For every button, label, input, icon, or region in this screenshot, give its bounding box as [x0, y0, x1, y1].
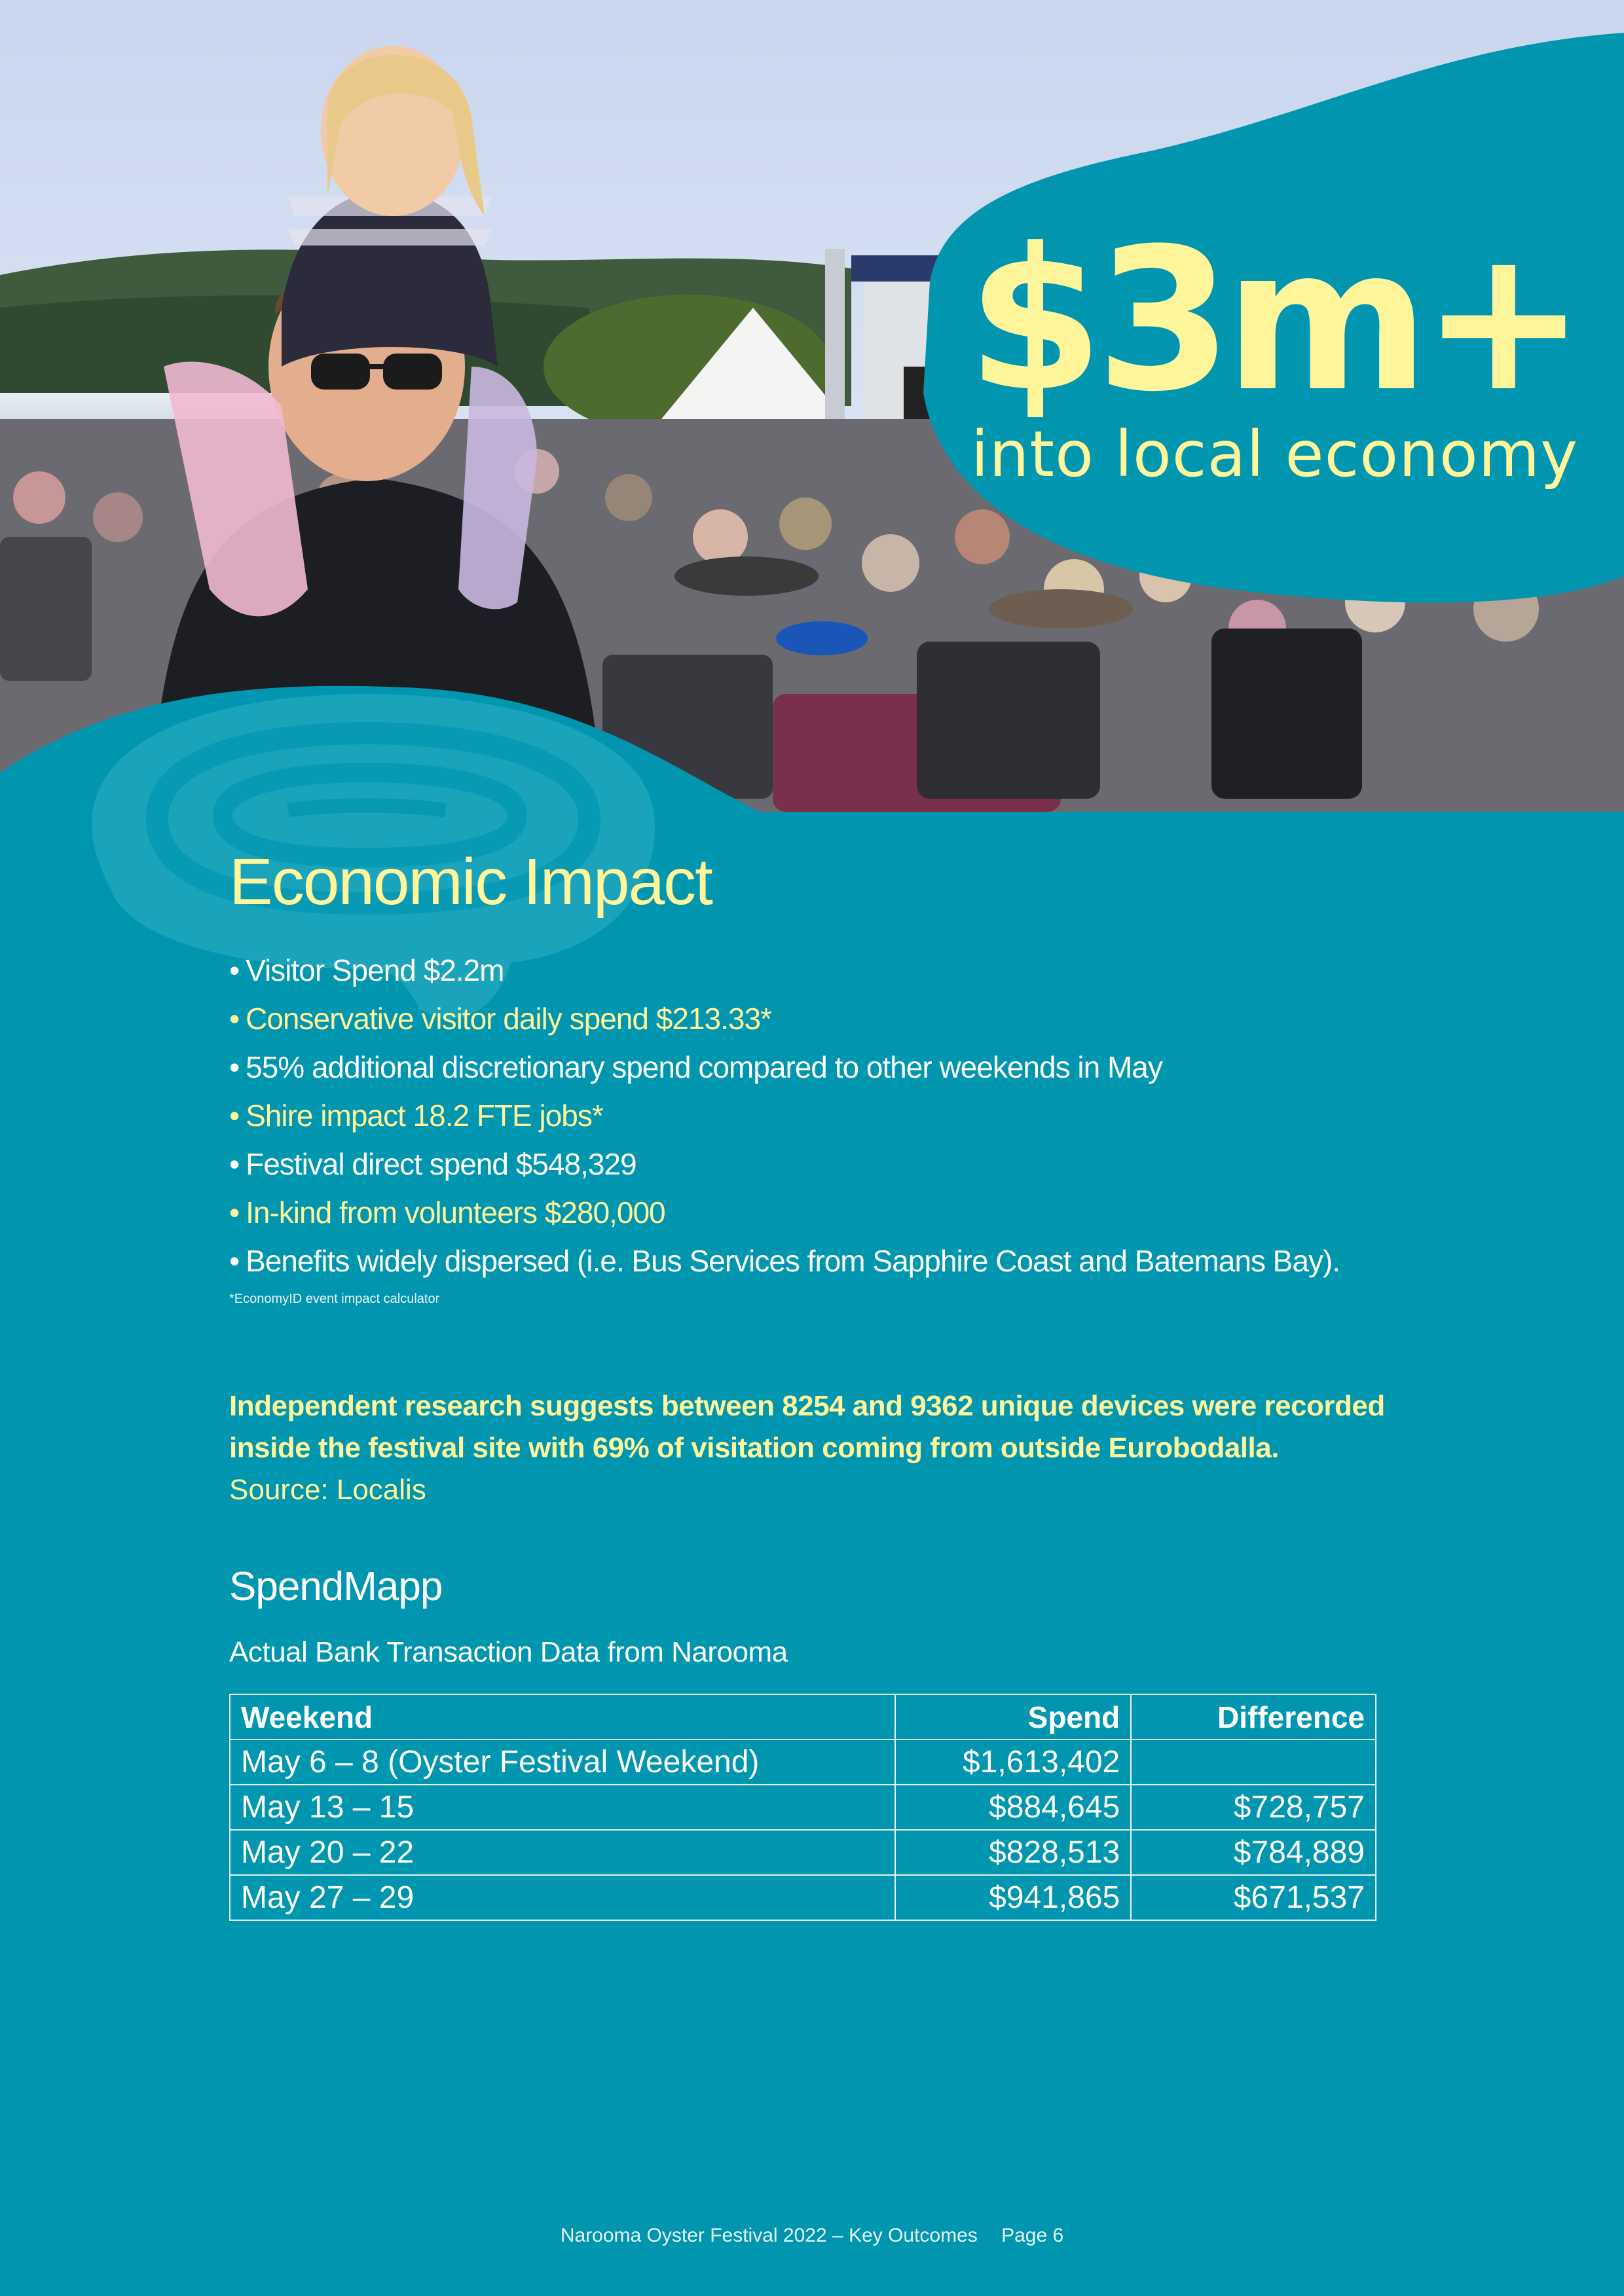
bullet-item [229, 1043, 1441, 1091]
bullet-text: Benefits widely dispersed (i.e. Bus Services from Sapphire Coast and Batemans Bay). [246, 1244, 1340, 1278]
section-title: Economic Impact [229, 845, 712, 919]
table-row [230, 1785, 1376, 1830]
bullet-text: Festival direct spend $548,329 [246, 1147, 637, 1181]
cell-weekend: May 20 – 22 [230, 1830, 895, 1875]
footer-doc-title: Narooma Oyster Festival 2022 – Key Outcomes [560, 2225, 978, 2246]
table-row [230, 1875, 1376, 1920]
cell-difference: $728,757 [1131, 1785, 1376, 1830]
footer-page-number: Page 6 [1001, 2225, 1064, 2246]
column-header-difference: Difference [1131, 1694, 1376, 1740]
bullet-item [229, 1091, 1441, 1140]
column-header-weekend: Weekend [230, 1694, 895, 1740]
bullet-item [229, 994, 1441, 1043]
page-footer [0, 2225, 1624, 2247]
bullet-item [229, 1237, 1441, 1285]
bullet-item [229, 1188, 1441, 1237]
research-statement [229, 1385, 1441, 1469]
bullet-dot: • [229, 1244, 240, 1278]
bullet-dot: • [229, 1195, 240, 1230]
bullet-dot: • [229, 953, 240, 987]
cell-spend: $1,613,402 [895, 1740, 1131, 1785]
bullet-text: Shire impact 18.2 FTE jobs* [246, 1099, 603, 1133]
table-header-row [230, 1694, 1376, 1740]
bullet-text: Conservative visitor daily spend $213.33* [246, 1002, 771, 1036]
table-row [230, 1740, 1376, 1785]
research-source: Source: Localis [229, 1474, 426, 1506]
stat-caption: into local economy [970, 418, 1578, 491]
bullet-item [229, 1140, 1441, 1188]
cell-weekend: May 27 – 29 [230, 1875, 895, 1920]
bullet-dot: • [229, 1050, 240, 1084]
bullet-item [229, 946, 1441, 994]
bullet-dot: • [229, 1147, 240, 1181]
cell-difference: $784,889 [1131, 1830, 1376, 1875]
column-header-spend: Spend [895, 1694, 1131, 1740]
cell-weekend: May 6 – 8 (Oyster Festival Weekend) [230, 1740, 895, 1785]
cell-weekend: May 13 – 15 [230, 1785, 895, 1830]
main-content [229, 845, 1441, 1921]
bullet-dot: • [229, 1099, 240, 1133]
cell-spend: $884,645 [895, 1785, 1131, 1830]
spendmapp-title: SpendMapp [229, 1564, 443, 1609]
bullet-text: Visitor Spend $2.2m [246, 953, 504, 987]
table-row [230, 1830, 1376, 1875]
bullet-text: In-kind from volunteers $280,000 [246, 1195, 665, 1230]
bullet-dot: • [229, 1002, 240, 1036]
cell-difference: $671,537 [1131, 1875, 1376, 1920]
hero-stat [910, 206, 1578, 491]
spend-table [229, 1694, 1376, 1921]
cell-difference [1131, 1740, 1376, 1785]
cell-spend: $828,513 [895, 1830, 1131, 1875]
stat-value: $3m+ [967, 206, 1578, 435]
impact-bullet-list [229, 946, 1441, 1285]
bullet-text: 55% additional discretionary spend compared to other weekends in May [246, 1050, 1162, 1084]
research-line: inside the festival site with 69% of visitation coming from outside Eurobodalla. [229, 1432, 1279, 1464]
spendmapp-subtitle: Actual Bank Transaction Data from Narooma [229, 1636, 788, 1668]
research-line: Independent research suggests between 8254 and 9362 unique devices were recorded [229, 1390, 1385, 1422]
cell-spend: $941,865 [895, 1875, 1131, 1920]
footnote: *EconomyID event impact calculator [229, 1292, 440, 1306]
